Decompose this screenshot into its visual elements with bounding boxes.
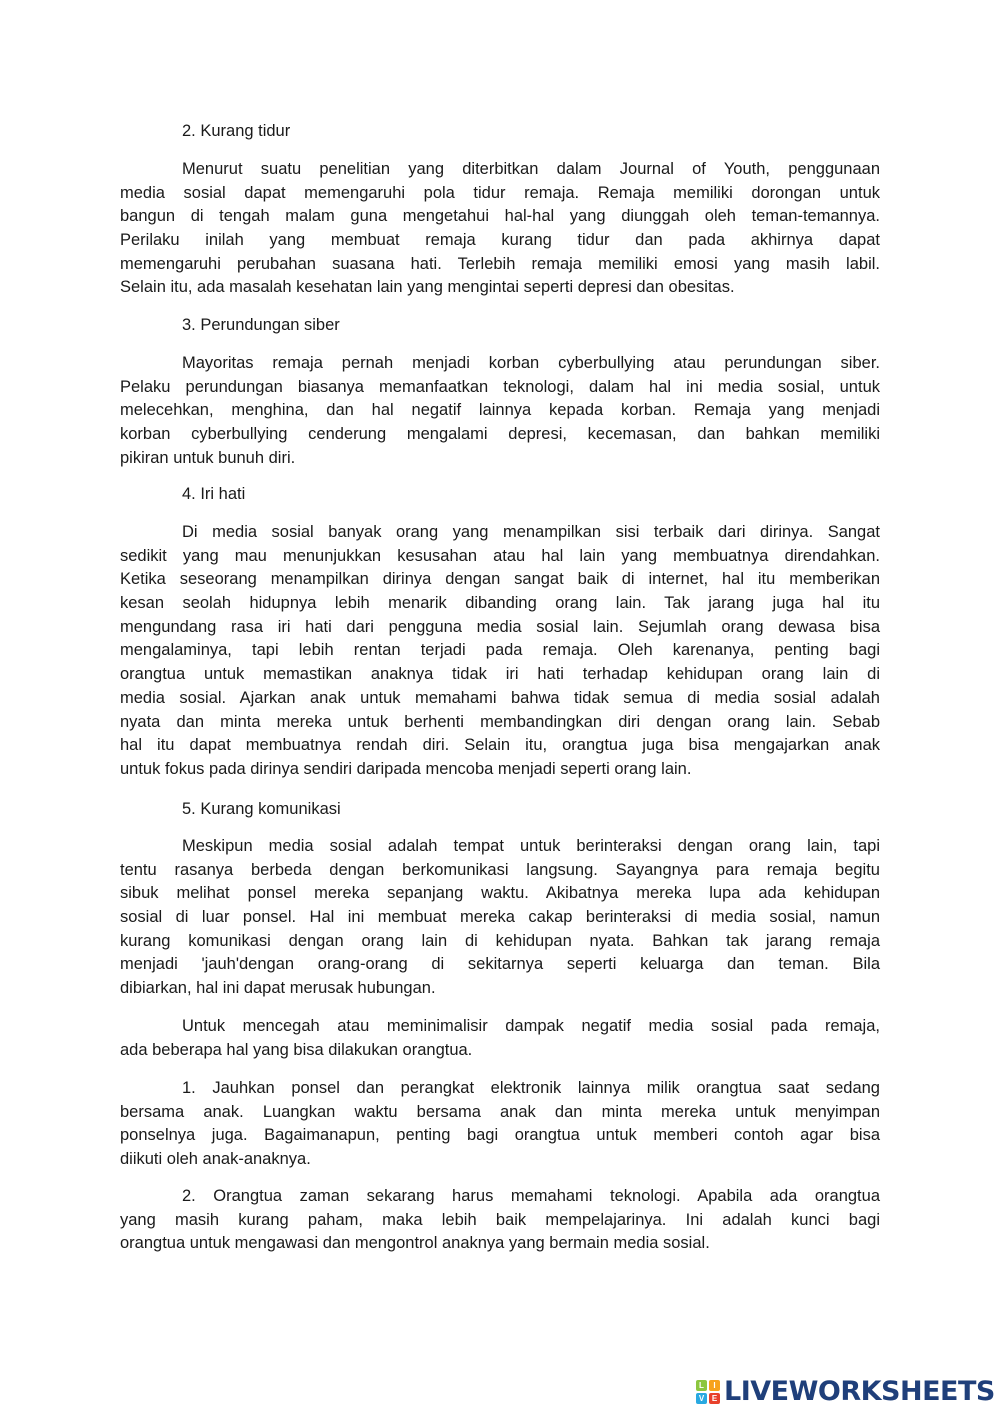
paragraph-line: menjadi 'jauh'dengan orang-orang di sekitarnya seperti keluarga dan teman. Bila — [120, 955, 880, 974]
paragraph-line: Meskipun media sosial adalah tempat untuk berinteraksi dengan orang lain, tapi — [182, 837, 880, 855]
logo-text: LIVEWORKSHEETS — [724, 1376, 995, 1407]
paragraph-line: 1. Jauhkan ponsel dan perangkat elektronik lainnya milik orangtua saat sedang — [182, 1079, 880, 1097]
paragraph-line: tentu rasanya berbeda dengan berkomunikasi langsung. Sayangnya para remaja begitu — [120, 860, 880, 879]
paragraph-line: sosial di luar ponsel. Hal ini membuat mereka cakap berinteraksi di media sosial, namun — [120, 908, 880, 927]
logo-tile: V — [696, 1393, 707, 1404]
section-heading: 3. Perundungan siber — [182, 316, 340, 334]
paragraph-line: hal itu dapat membuatnya rendah diri. Selain itu, orangtua juga bisa mengajarkan anak — [120, 736, 880, 755]
paragraph-line: yang masih kurang paham, maka lebih baik mempelajarinya. Ini adalah kunci bagi — [120, 1210, 880, 1229]
paragraph-line: Pelaku perundungan biasanya memanfaatkan teknologi, dalam hal ini media sosial, untuk — [120, 377, 880, 396]
paragraph-line: kurang komunikasi dengan orang lain di kehidupan nyata. Bahkan tak jarang remaja — [120, 931, 880, 950]
paragraph-line: media sosial. Ajarkan anak untuk memahami bahwa tidak semua di media sosial adalah — [120, 688, 880, 707]
paragraph — [120, 1185, 880, 1256]
paragraph-line: Ketika seseorang menampilkan dirinya dengan sangat baik di internet, hal itu memberikan — [120, 570, 880, 589]
paragraph-line: sibuk melihat ponsel mereka sepanjang waktu. Akibatnya mereka lupa ada kehidupan — [120, 884, 880, 903]
paragraph — [120, 352, 880, 470]
paragraph-line: mengalaminya, tapi lebih rentan terjadi pada remaja. Oleh karenanya, penting bagi — [120, 641, 880, 660]
paragraph-line: Selain itu, ada masalah kesehatan lain yang mengintai seperti depresi dan obesitas. — [120, 278, 735, 297]
paragraph-line: orangtua untuk mengawasi dan mengontrol anaknya yang bermain media sosial. — [120, 1234, 710, 1253]
logo-tile: I — [709, 1380, 720, 1391]
paragraph-line: 2. Orangtua zaman sekarang harus memahami teknologi. Apabila ada orangtua — [182, 1187, 880, 1205]
liveworksheets-logo-icon — [696, 1380, 720, 1404]
paragraph-line: nyata dan minta mereka untuk berhenti membandingkan diri dengan orang lain. Sebab — [120, 712, 880, 731]
paragraph — [120, 1077, 880, 1172]
paragraph-line: Mayoritas remaja pernah menjadi korban cyberbullying atau perundungan siber. — [182, 354, 880, 372]
paragraph-line: media sosial dapat memengaruhi pola tidur remaja. Remaja memiliki dorongan untuk — [120, 183, 880, 202]
section-heading: 5. Kurang komunikasi — [182, 800, 341, 818]
logo-tile: E — [709, 1393, 720, 1404]
liveworksheets-logo — [696, 1376, 995, 1407]
paragraph — [120, 158, 880, 300]
paragraph-line: Di media sosial banyak orang yang menampilkan sisi terbaik dari dirinya. Sangat — [182, 523, 880, 541]
paragraph-line: pikiran untuk bunuh diri. — [120, 448, 296, 467]
paragraph-line: ponselnya juga. Bagaimanapun, penting bagi orangtua untuk memberi contoh agar bisa — [120, 1126, 880, 1145]
paragraph-line: dibiarkan, hal ini dapat merusak hubungan. — [120, 979, 436, 998]
paragraph — [120, 521, 880, 782]
logo-tile: L — [696, 1380, 707, 1391]
paragraph-line: orangtua untuk memastikan anaknya tidak iri hati terhadap kehidupan orang lain di — [120, 665, 880, 684]
paragraph-line: Untuk mencegah atau meminimalisir dampak negatif media sosial pada remaja, — [182, 1017, 880, 1035]
paragraph-line: korban cyberbullying cenderung mengalami depresi, kecemasan, dan bahkan memiliki — [120, 425, 880, 444]
paragraph-line: mengundang rasa iri hati dari pengguna media sosial lain. Sejumlah orang dewasa bisa — [120, 617, 880, 636]
paragraph-line: diikuti oleh anak-anaknya. — [120, 1150, 311, 1169]
paragraph-line: sedikit yang mau menunjukkan kesusahan atau hal lain yang membuatnya direndahkan. — [120, 546, 880, 565]
paragraph-line: bersama anak. Luangkan waktu bersama anak dan minta mereka untuk menyimpan — [120, 1102, 880, 1121]
paragraph-line: bangun di tengah malam guna mengetahui hal-hal yang diunggah oleh teman-temannya. — [120, 207, 880, 226]
paragraph — [120, 1015, 880, 1062]
paragraph-line: Perilaku inilah yang membuat remaja kurang tidur dan pada akhirnya dapat — [120, 231, 880, 250]
paragraph-line: ada beberapa hal yang bisa dilakukan orangtua. — [120, 1040, 473, 1059]
paragraph-line: kesan seolah hidupnya lebih menarik dibanding orang lain. Tak jarang juga hal itu — [120, 594, 880, 613]
paragraph — [120, 835, 880, 1001]
paragraph-line: untuk fokus pada dirinya sendiri daripada mencoba menjadi seperti orang lain. — [120, 759, 692, 778]
paragraph-line: memengaruhi perubahan suasana hati. Terlebih remaja memiliki emosi yang masih labil. — [120, 254, 880, 273]
paragraph-line: Menurut suatu penelitian yang diterbitkan dalam Journal of Youth, penggunaan — [182, 160, 880, 178]
section-heading: 2. Kurang tidur — [182, 122, 291, 140]
paragraph-line: melecehkan, menghina, dan hal negatif lainnya kepada korban. Remaja yang menjadi — [120, 401, 880, 420]
section-heading: 4. Iri hati — [182, 485, 246, 503]
